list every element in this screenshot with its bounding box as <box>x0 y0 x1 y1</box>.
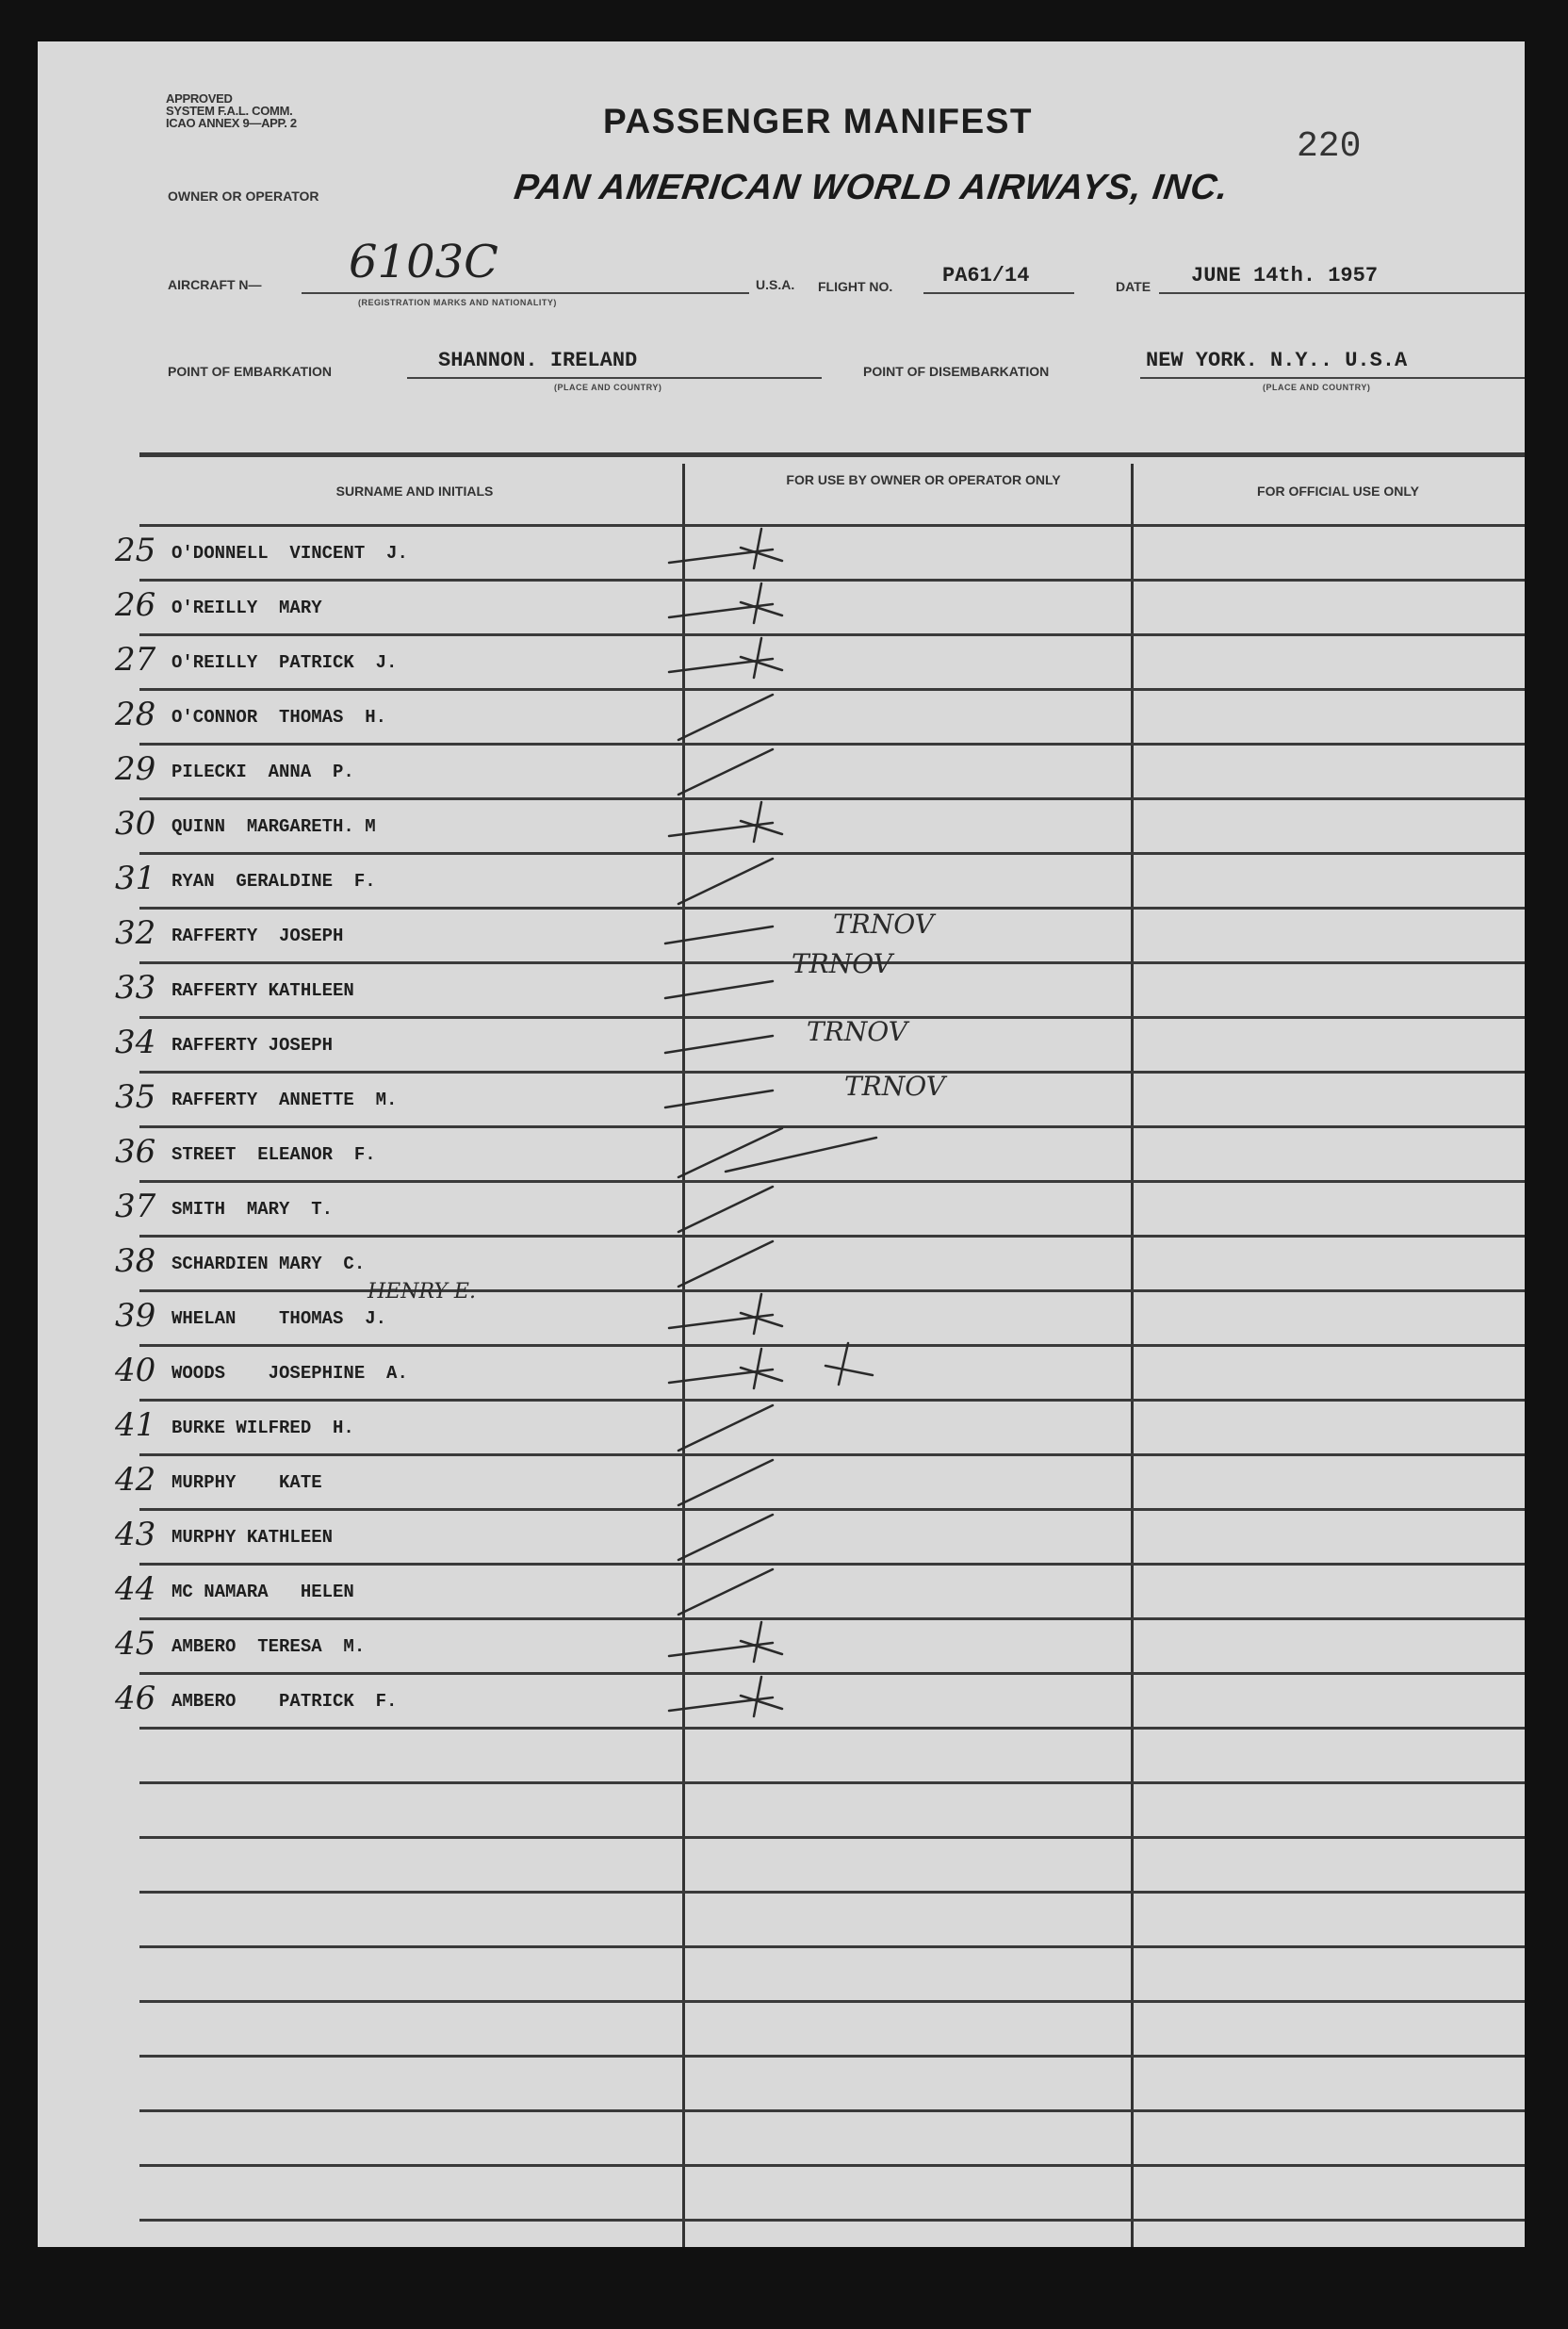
tick-x-stroke <box>754 1349 761 1388</box>
row-number: 30 <box>115 805 156 843</box>
row-number: 29 <box>115 750 156 788</box>
page-number: 220 <box>1297 126 1362 167</box>
passenger-name: O'REILLY PATRICK J. <box>172 652 398 673</box>
tick-x-stroke <box>741 1368 782 1381</box>
tick-slash <box>678 1241 773 1287</box>
date-value: JUNE 14th. 1957 <box>1191 264 1379 287</box>
flight-value: PA61/14 <box>942 264 1030 287</box>
tick-slash <box>678 859 773 904</box>
tick-slash <box>678 1405 773 1451</box>
tick-x-stroke <box>754 1622 761 1662</box>
passenger-name: RAFFERTY ANNETTE M. <box>172 1090 398 1110</box>
passenger-name: O'REILLY MARY <box>172 598 322 618</box>
row-number: 27 <box>115 641 156 679</box>
row-number: 35 <box>115 1078 156 1116</box>
tick-x-stroke <box>825 1366 873 1375</box>
annotation-trnov: TRNOV <box>807 1016 907 1047</box>
passenger-name: RAFFERTY JOSEPH <box>172 926 344 946</box>
tick-slash <box>678 1187 773 1232</box>
disembark-value: NEW YORK. N.Y.. U.S.A <box>1146 349 1408 372</box>
passenger-name: O'DONNELL VINCENT J. <box>172 543 408 564</box>
tick-x-stroke <box>741 1313 782 1326</box>
row-number: 37 <box>115 1188 156 1225</box>
passenger-name: QUINN MARGARETH. M <box>172 816 376 837</box>
row-number: 34 <box>115 1024 156 1061</box>
owner-label: OWNER OR OPERATOR <box>168 189 319 204</box>
row-number: 41 <box>115 1406 156 1444</box>
tick-marks <box>38 41 1525 2247</box>
tick-slash <box>678 749 773 795</box>
passenger-name: AMBERO PATRICK F. <box>172 1691 398 1712</box>
row-number: 39 <box>115 1297 156 1335</box>
approval-line: APPROVED <box>166 91 233 106</box>
tick-x-stroke <box>754 1294 761 1334</box>
annotation-trnov: TRNOV <box>844 1071 945 1102</box>
tick-x-stroke <box>839 1343 848 1385</box>
tick-x-stroke <box>741 548 782 561</box>
row-number: 42 <box>115 1461 156 1499</box>
row-number: 33 <box>115 969 156 1007</box>
passenger-name: SMITH MARY T. <box>172 1199 334 1220</box>
row-number: 28 <box>115 696 156 733</box>
date-label-text: DATE <box>1116 279 1152 294</box>
tick-slash <box>678 695 773 740</box>
passenger-name: RYAN GERALDINE F. <box>172 871 376 892</box>
passenger-name: SCHARDIEN MARY C. <box>172 1254 366 1274</box>
passenger-name: WHELAN THOMAS J. <box>172 1308 387 1329</box>
tick-slash <box>678 1515 773 1560</box>
passenger-name: MURPHY KATE <box>172 1472 322 1493</box>
passenger-name: O'CONNOR THOMAS H. <box>172 707 387 728</box>
tick-slash <box>678 1460 773 1505</box>
tick-x-stroke <box>741 821 782 834</box>
disembark-label: POINT OF DISEMBARKATION <box>863 364 1050 379</box>
aircraft-label: AIRCRAFT N— <box>168 277 262 292</box>
annotation-trnov: TRNOV <box>792 948 892 979</box>
page-title: PASSENGER MANIFEST <box>603 102 1033 140</box>
row-number: 32 <box>115 914 156 952</box>
passenger-name: MURPHY KATHLEEN <box>172 1527 334 1548</box>
embark-label: POINT OF EMBARKATION <box>168 364 332 379</box>
tick-x-stroke <box>741 1641 782 1654</box>
disembark-sublabel: (PLACE AND COUNTRY) <box>1263 383 1371 392</box>
row-number: 25 <box>115 532 156 569</box>
usa-label: U.S.A. <box>756 277 795 292</box>
aircraft-sublabel: (REGISTRATION MARKS AND NATIONALITY) <box>358 298 557 307</box>
column-header-owner-use: FOR USE BY OWNER OR OPERATOR ONLY <box>786 472 1061 487</box>
approval-line: ICAO ANNEX 9—APP. 2 <box>166 116 297 130</box>
annotation-trnov: TRNOV <box>833 909 934 940</box>
aircraft-value: 6103C <box>349 236 498 288</box>
tick-slash <box>678 1569 773 1615</box>
embark-sublabel: (PLACE AND COUNTRY) <box>554 383 662 392</box>
row-number: 45 <box>115 1625 156 1663</box>
row-number: 26 <box>115 586 156 624</box>
operator-name: PAN AMERICAN WORLD AIRWAYS, INC. <box>512 168 1232 207</box>
approval-line: SYSTEM F.A.L. COMM. <box>166 104 293 118</box>
row-number: 40 <box>115 1352 156 1389</box>
passenger-name: MC NAMARA HELEN <box>172 1582 354 1602</box>
passenger-name: RAFFERTY JOSEPH <box>172 1035 334 1056</box>
row-number: 38 <box>115 1242 156 1280</box>
tick-dash <box>665 1091 773 1107</box>
tick-x-stroke <box>754 802 761 842</box>
manifest-page <box>38 41 1525 2247</box>
tick-x-stroke <box>754 529 761 568</box>
embark-value: SHANNON. IRELAND <box>438 349 638 372</box>
passenger-name: BURKE WILFRED H. <box>172 1418 354 1438</box>
row-number: 36 <box>115 1133 156 1171</box>
tick-x-stroke <box>741 1696 782 1709</box>
column-header-surname: SURNAME AND INITIALS <box>335 484 494 499</box>
passenger-name: PILECKI ANNA P. <box>172 762 354 782</box>
passenger-name: STREET ELEANOR F. <box>172 1144 376 1165</box>
row-number: 31 <box>115 860 156 897</box>
tick-dash <box>665 1036 773 1053</box>
tick-x-stroke <box>741 657 782 670</box>
tick-x-stroke <box>741 602 782 615</box>
tick-long <box>726 1138 876 1172</box>
column-header-official-use: FOR OFFICIAL USE ONLY <box>1257 484 1419 499</box>
row-number: 43 <box>115 1516 156 1553</box>
row-number: 46 <box>115 1680 156 1717</box>
flight-label: FLIGHT NO. <box>818 279 893 294</box>
passenger-name: RAFFERTY KATHLEEN <box>172 980 354 1001</box>
tick-x-stroke <box>754 583 761 623</box>
annotation-correction: HENRY E. <box>368 1280 476 1304</box>
passenger-name: WOODS JOSEPHINE A. <box>172 1363 408 1384</box>
row-number: 44 <box>115 1570 156 1608</box>
tick-x-stroke <box>754 1677 761 1716</box>
tick-dash <box>665 981 773 998</box>
tick-x-stroke <box>754 638 761 678</box>
tick-dash <box>665 927 773 943</box>
passenger-name: AMBERO TERESA M. <box>172 1636 366 1657</box>
